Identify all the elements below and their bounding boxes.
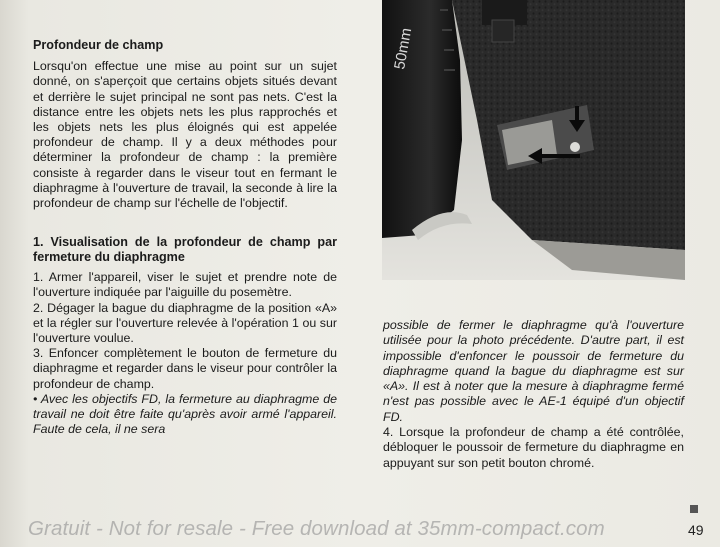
- left-column: [33, 38, 337, 437]
- step-4: 4. Lorsque la profondeur de champ a été contrôlée, débloquer le poussoir de fermeture du diaphragme en appuyant sur son petit bouton chromé.: [383, 425, 684, 470]
- watermark: Gratuit - Not for resale - Free download at 35mm-compact.com: [28, 517, 605, 540]
- right-column: [383, 318, 684, 471]
- camera-photo: [382, 0, 685, 280]
- fd-lens-note: • Avec les objectifs FD, la fermeture au diaphragme de travail ne doit être faite qu'après avoir armé l'appareil. Faute de cela, il ne sera: [33, 391, 337, 437]
- chrome-release-button: [570, 142, 580, 152]
- step-3: 3. Enfoncer complètement le bouton de fermeture du diaphragme et regarder dans le viseur pour contrôler la profondeur de champ.: [33, 346, 337, 391]
- step-1: 1. Armer l'appareil, viser le sujet et prendre note de l'ouverture indiquée par l'aiguille du posemètre.: [33, 270, 337, 300]
- subsection-title: 1. Visualisation de la profondeur de champ par fermeture du diaphragme: [33, 235, 337, 265]
- fd-lens-note-continued: possible de fermer le diaphragme qu'à l'ouverture utilisée pour la photo précédente. D'autre part, il est impossible d'enfoncer le poussoir de fermeture du diaphragme quand la bague du diaphragme est sur «A». Il est à noter que la mesure à diaphragme fermé n'est pas possible avec le AE-1 équipé d'un objectif FD.: [383, 318, 684, 424]
- margin-mark: [690, 505, 698, 513]
- section-title: Profondeur de champ: [33, 38, 164, 52]
- page-number: 49: [688, 522, 704, 538]
- intro-paragraph: Lorsqu'on effectue une mise au point sur un sujet donné, on s'aperçoit que certains objets situés devant et derrière le sujet principal ne sont pas nets. C'est la distance entre les objets nets les plus rapprochés et les objets nets les plus éloignés qui est appelée profondeur de champ. Il y a deux méthodes pour déterminer la profondeur de champ : la première consiste à regarder dans le viseur tout en fermant le diaphragme à l'ouverture de travail, la seconde à lire la profondeur de champ sur l'échelle de l'objectif.: [33, 59, 337, 211]
- lens-marking: 50mm: [391, 26, 416, 71]
- step-2: 2. Dégager la bague du diaphragme de la position «A» et la régler sur l'ouverture relevée à l'opération 1 ou sur l'ouverture voulue.: [33, 300, 337, 346]
